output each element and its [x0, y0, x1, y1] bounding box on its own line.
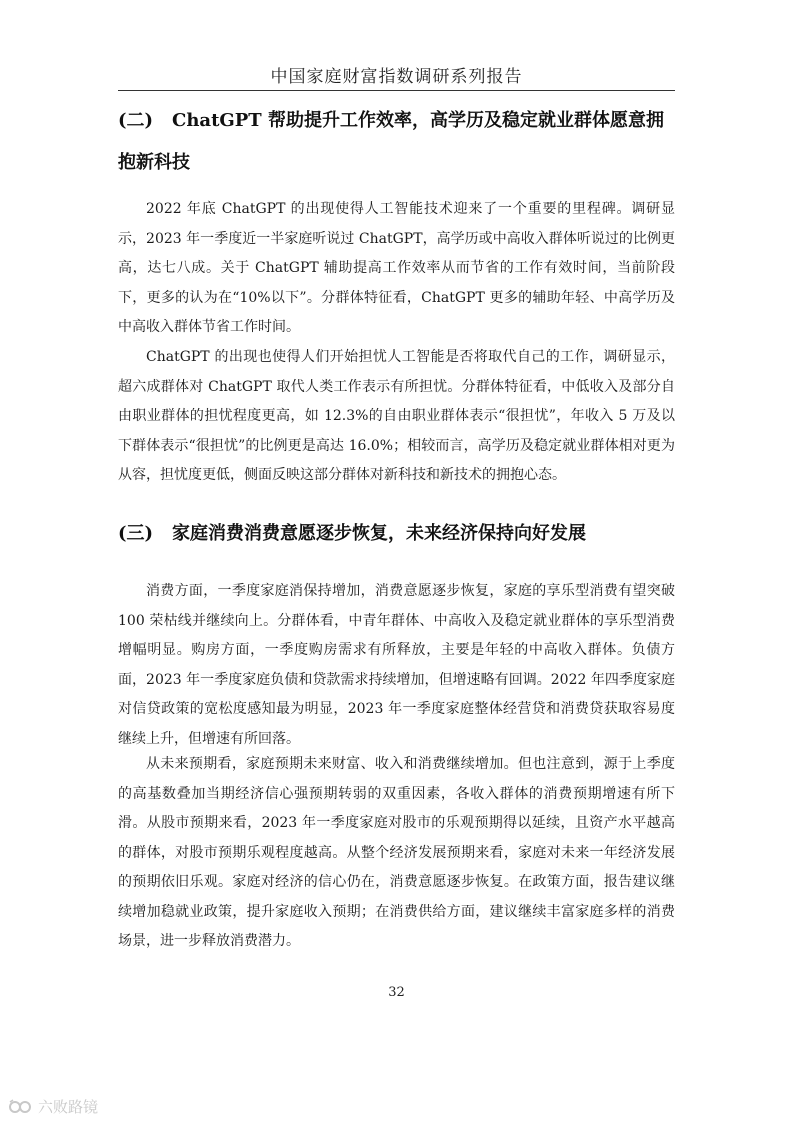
section-2-heading	[118, 106, 678, 132]
section-3-paragraph-2: 从未来预期看，家庭预期未来财富、收入和消费继续增加。但也注意到，源于上季度的高基数叠加当期经济信心强预期转弱的双重因素，各收入群体的消费预期增速有所下滑。从股市预期来看，2023 年一季度家庭对股市的乐观预期得以延续，且资产水平越高的群体，对股市预期乐观程度越高。从整个经济发展预期来看，家庭对未来一年经济发展的预期依旧乐观。家庭对经济的信心仍在，消费意愿逐步恢复。在政策方面，报告建议继续增加稳就业政策，提升家庭收入预期；在消费供给方面，建议继续丰富家庭多样的消费场景，进一步释放消费潜力。	[118, 756, 675, 949]
header-divider	[118, 90, 675, 91]
section-2-title-line1: ChatGPT 帮助提升工作效率，高学历及稳定就业群体愿意拥	[172, 110, 664, 131]
page-number: 32	[388, 985, 405, 1000]
watermark-text: 六败路镜	[38, 1098, 99, 1116]
section-2-paragraph-2: ChatGPT 的出现也使得人们开始担忧人工智能是否将取代自己的工作，调研显示，超六成群体对 ChatGPT 取代人类工作表示有所担忧。分群体特征看，中低收入及部分自由职业群体的担忧程度更高，如 12.3%的自由职业群体表示“很担忧”，年收入 5 万及以下群体表示“很担忧”的比例更是高达 16.0%；相较而言，高学历及稳定就业群体相对更为从容，担忧度更低，侧面反映这部分群体对新科技和新技术的拥抱心态。	[118, 349, 675, 483]
watermark	[8, 1096, 98, 1117]
section-3-paragraph-1: 消费方面，一季度家庭消保持增加，消费意愿逐步恢复，家庭的享乐型消费有望突破 100 荣枯线并继续向上。分群体看，中青年群体、中高收入及稳定就业群体的享乐型消费增幅明显。购房方面，一季度购房需求有所释放，主要是年轻的中高收入群体。负债方面，2023 年一季度家庭负债和贷款需求持续增加，但增速略有回调。2022 年四季度家庭对信贷政策的宽松度感知最为明显，2023 年一季度家庭整体经营贷和消费贷获取容易度继续上升，但增速有所回落。	[118, 583, 675, 747]
section-3-heading	[118, 519, 678, 545]
page-header: 中国家庭财富指数调研系列报告	[270, 67, 523, 87]
section-2-title-line2: 抱新科技	[118, 152, 190, 173]
section-2-number: (二)	[118, 110, 154, 131]
section-2-paragraph-1: 2022 年底 ChatGPT 的出现使得人工智能技术迎来了一个重要的里程碑。调研显示，2023 年一季度近一半家庭听说过 ChatGPT，高学历或中高收入群体听说过的比例更高，达七八成。关于 ChatGPT 辅助提高工作效率从而节省的工作有效时间，当前阶段下，更多的认为在“10%以下”。分群体特征看，ChatGPT 更多的辅助年轻、中高学历及中高收入群体节省工作时间。	[118, 201, 675, 335]
watermark-logo-icon	[8, 1099, 34, 1115]
section-3-number: (三)	[118, 523, 154, 544]
section-2-heading-continued	[118, 148, 678, 174]
section-3-title: 家庭消费消费意愿逐步恢复，未来经济保持向好发展	[172, 523, 586, 544]
